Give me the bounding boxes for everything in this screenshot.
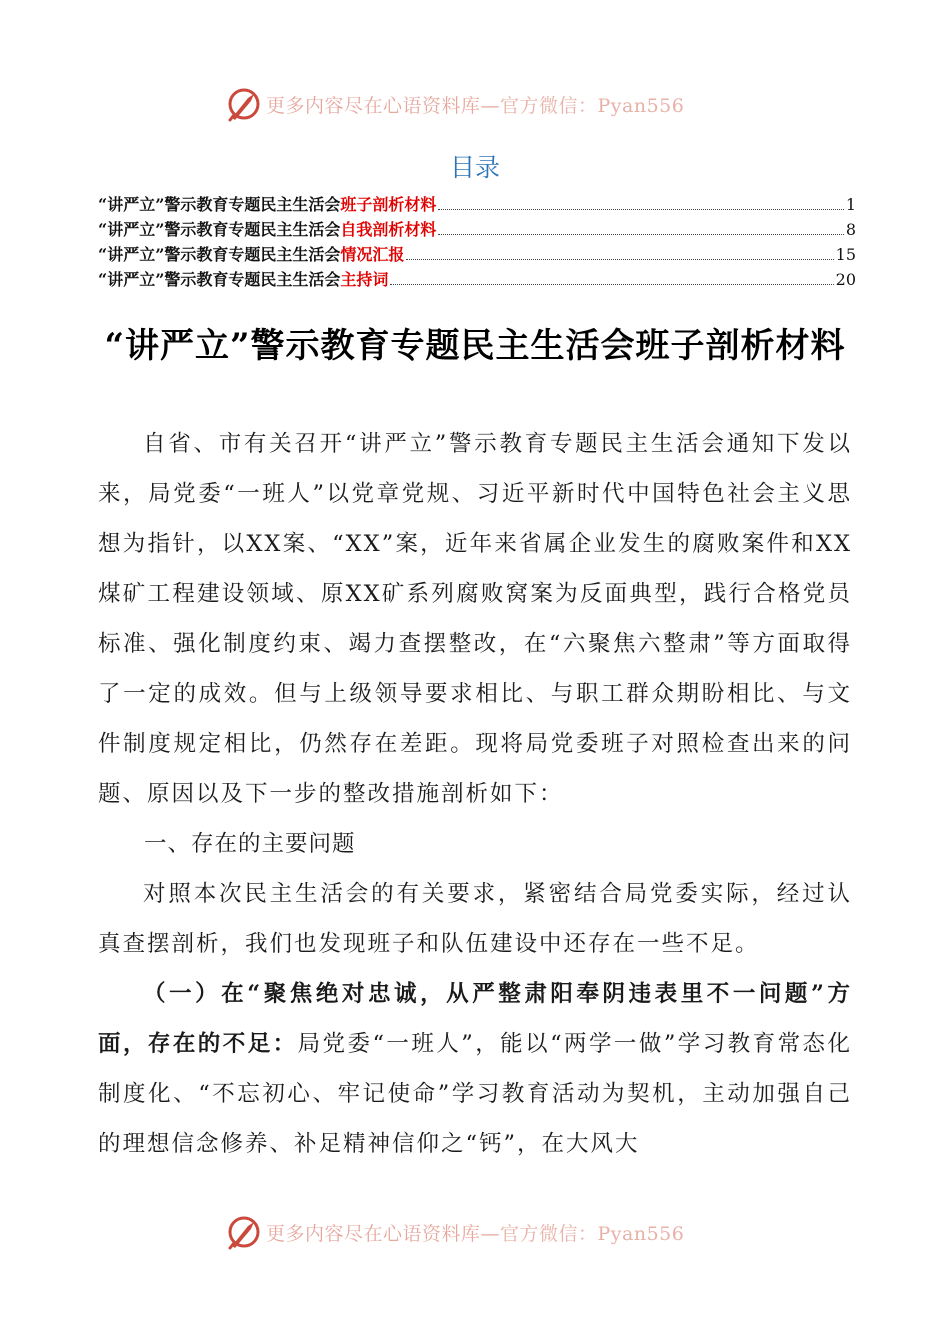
subsection-text: 局党委“一班人”，能以“两学一做”学习教育常态化制度化、“不忘初心、牢记使命”学习教育活动为契机，主动加强自己的理想信念修养、补足精神信仰之“钙”，在大风大 <box>98 1031 852 1157</box>
subsection-paragraph <box>98 969 852 1169</box>
section-heading: 一、存在的主要问题 <box>144 831 356 857</box>
watermark-banner-bottom <box>0 1212 950 1252</box>
table-of-contents <box>98 192 856 292</box>
watermark-text: 更多内容尽在心语资料库—官方微信：Pyan556 <box>266 1222 685 1245</box>
watermark-text: 更多内容尽在心语资料库—官方微信：Pyan556 <box>266 94 685 117</box>
toc-title: 目录 <box>449 153 500 182</box>
pen-nib-logo-icon <box>226 1214 262 1250</box>
intro-paragraph: 自省、市有关召开“讲严立”警示教育专题民主生活会通知下发以来，局党委“一班人”以党章党规、习近平新时代中国特色社会主义思想为指针，以XX案、“XX”案，近年来省属企业发生的腐败案件和XX煤矿工程建设领域、原XX矿系列腐败窝案为反面典型，践行合格党员标准、强化制度约束、竭力查摆整改，在“六聚焦六整肃”等方面取得了一定的成效。但与上级领导要求相比、与职工群众期盼相比、与文件制度规定相比，仍然存在差距。现将局党委班子对照检查出来的问题、原因以及下一步的整改措施剖析如下： <box>98 431 852 807</box>
document-body <box>98 419 852 1169</box>
document-title: “讲严立”警示教育专题民主生活会班子剖析材料 <box>104 326 846 366</box>
toc-entry[interactable]: “讲严立”警示教育专题民主生活会 主持词 20 <box>98 270 856 289</box>
toc-entry[interactable]: “讲严立”警示教育专题民主生活会 自我剖析材料 8 <box>98 220 856 239</box>
subsection-heading: （一）在“聚焦绝对忠诚，从严整肃阳奉阴违表里不一问题”方面，存在的不足： <box>98 981 852 1057</box>
watermark-banner-top <box>0 84 950 124</box>
pen-nib-logo-icon <box>226 86 262 122</box>
toc-entry[interactable]: “讲严立”警示教育专题民主生活会 情况汇报 15 <box>98 245 856 264</box>
toc-entry[interactable]: “讲严立”警示教育专题民主生活会 班子剖析材料 1 <box>98 195 856 214</box>
section-paragraph: 对照本次民主生活会的有关要求，紧密结合局党委实际，经过认真查摆剖析，我们也发现班子和队伍建设中还存在一些不足。 <box>98 881 852 957</box>
